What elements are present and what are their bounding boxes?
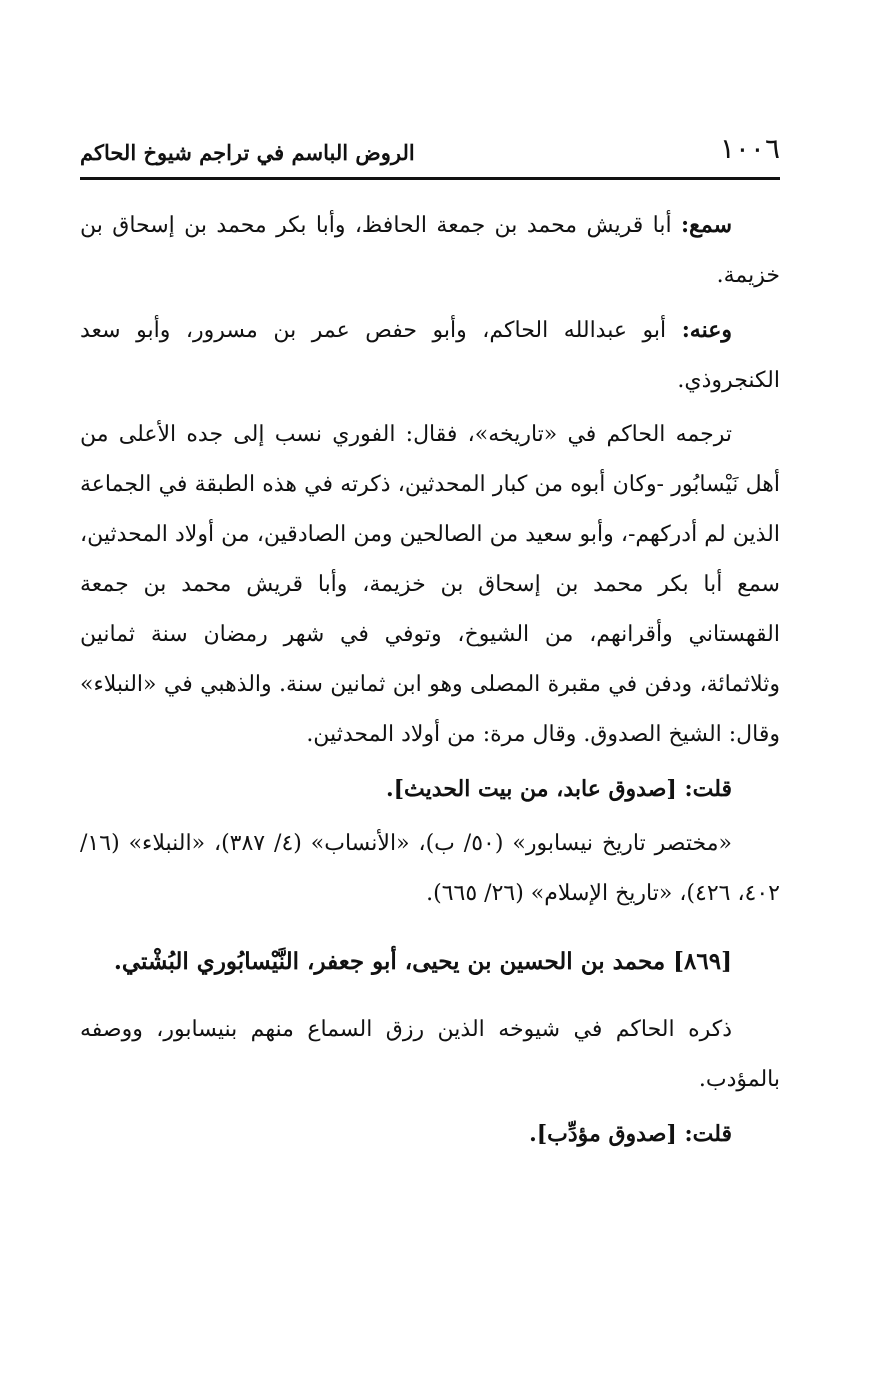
running-title: الروض الباسم في تراجم شيوخ الحاكم xyxy=(80,140,415,165)
paragraph-verdict-2 xyxy=(80,1109,780,1160)
page-body xyxy=(80,200,780,1164)
label-heard-from: سمع: xyxy=(681,212,732,238)
header-rule xyxy=(80,177,780,180)
narrated-by-text: أبو عبدالله الحاكم، وأبو حفص عمر بن مسرور، وأبو سعد الكنجروذي. xyxy=(80,318,780,393)
paragraph-heard-from xyxy=(80,200,780,301)
verdict-text: [صدوق عابد، من بيت الحديث]. xyxy=(385,776,685,802)
page-header xyxy=(80,128,780,176)
paragraph-narrated-by xyxy=(80,305,780,406)
label-narrated-by: وعنه: xyxy=(681,317,732,343)
paragraph-sources: «مختصر تاريخ نيسابور» (٥٠/ ب)، «الأنساب» (٤/ ٣٨٧)، «النبلاء» (١٦/ ٤٠٢، ٤٢٦)، «تاريخ الإسلام» (٢٦/ ٦٦٥). xyxy=(80,831,780,906)
verdict-text-2: [صدوق مؤدِّب]. xyxy=(529,1121,685,1147)
label-verdict: قلت: xyxy=(684,776,732,802)
paragraph-verdict xyxy=(80,764,780,815)
entry-title: [٨٦٩] محمد بن الحسين بن يحيى، أبو جعفر، النَّيْسابُوري البُشْتي. xyxy=(113,948,732,975)
paragraph-biography: ترجمه الحاكم في «تاريخه»، فقال: الفوري نسب إلى جده الأعلى من أهل نَيْسابُور -وكان أبوه من كبار المحدثين، ذكرته في هذه الطبقة في الجماعة الذين لم أدركهم-، وأبو سعيد من الصالحين ومن الصادقين، من أولاد المحدثين، سمع أبا بكر محمد بن إسحاق بن خزيمة، وأبا قريش محمد بن جمعة القهستاني وأقرانهم، من الشيوخ، وتوفي في شهر رمضان سنة ثمانين وثلاثمائة، ودفن في مقبرة المصلى وهو ابن ثمانين سنة. والذهبي في «النبلاء» وقال: الشيخ الصدوق. وقال مرة: من أولاد المحدثين. xyxy=(80,422,780,747)
heard-from-text: أبا قريش محمد بن جمعة الحافظ، وأبا بكر محمد بن إسحاق بن خزيمة. xyxy=(80,213,780,288)
paragraph-mention: ذكره الحاكم في شيوخه الذين رزق السماع منهم بنيسابور، ووصفه بالمؤدب. xyxy=(80,1017,780,1092)
page-number: ١٠٠٦ xyxy=(719,132,780,165)
label-verdict-2: قلت: xyxy=(684,1121,732,1147)
